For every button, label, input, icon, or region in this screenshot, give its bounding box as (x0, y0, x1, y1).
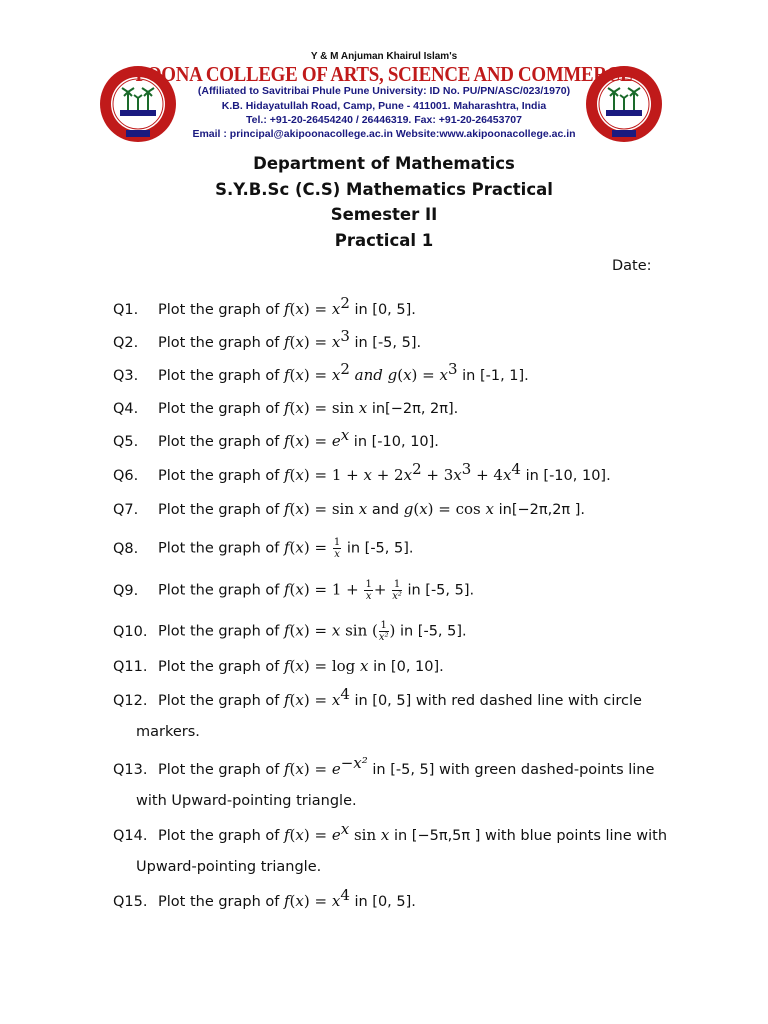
question-lead: Plot the graph of (158, 659, 284, 675)
question-number: Q10. (113, 623, 148, 640)
question-interval: in [-5, 5]. (342, 540, 414, 557)
practical-heading: Practical 1 (334, 230, 434, 250)
question-number: Q3. (113, 368, 139, 384)
question-interval: in [-10, 10]. (520, 468, 611, 484)
question-number: Q15. (113, 894, 148, 910)
question-4: Q4. Plot the graph of f(x) = sin x in[−2π, 2π]. (113, 399, 459, 417)
question-number: Q11. (113, 659, 148, 675)
question-lead: Plot the graph of (158, 502, 284, 518)
question-5: Q5. Plot the graph of $f(x) = e^x$ in [-10, 10]. (113, 426, 439, 450)
question-interval: in[−2π,2π ]. (494, 502, 586, 518)
question-continuation: with Upward-pointing triangle. (136, 793, 357, 809)
question-9: Q9. Plot the graph of f(x) = 1 + $\frac{1}{x}$ + $\frac{1}{\text{x²}}$ in [-5, 5]. (113, 579, 475, 602)
letterhead (0, 0, 768, 150)
question-number: Q12. (113, 693, 148, 709)
question-8: Q8. Plot the graph of f(x) = $\frac{1}{x}$ in [-5, 5]. (113, 537, 414, 560)
question-interval: in [−5π,5π ] with blue points line with (389, 828, 668, 844)
question-number: Q6. (113, 468, 139, 484)
question-lead: Plot the graph of (158, 894, 284, 910)
question-interval: in [0, 10]. (368, 659, 444, 675)
question-number: Q7. (113, 502, 139, 518)
question-3: Q3. Plot the graph of $f(x) = x^2$ and $g(x) = x^3$ in [-1, 1]. (113, 360, 529, 384)
question-lead: Plot the graph of (158, 540, 284, 557)
question-lead: Plot the graph of (158, 335, 284, 351)
document-headings (0, 151, 768, 253)
question-number: Q1. (113, 302, 139, 318)
question-interval: in [0, 5]. (349, 894, 416, 910)
question-1: Q1. Plot the graph of $f(x) = x^2$ in [0, 5]. (113, 294, 416, 318)
question-11: Q11. Plot the graph of f(x) = log x in [0, 10]. (113, 657, 444, 675)
department-heading: Department of Mathematics (253, 154, 515, 173)
question-interval: in [0, 5]. (349, 302, 416, 318)
question-7: Q7. Plot the graph of f(x) = sin x and g(x) = cos x in[−2π,2π ]. (113, 500, 586, 518)
question-lead: Plot the graph of (158, 582, 284, 599)
question-number: Q2. (113, 335, 139, 351)
question-interval: in [-5, 5]. (349, 335, 422, 351)
semester-heading: Semester II (330, 205, 438, 224)
question-14: Q14. Plot the graph of $f(x) = e^x$ sin x in [−5π,5π ] with blue points line with Upward-pointing triangle. (113, 820, 668, 875)
question-interval: in[−2π, 2π]. (367, 401, 459, 417)
question-6: Q6. Plot the graph of $f(x) = 1 + x + 2x^2 + 3x^3 + 4x^4$ in [-10, 10]. (113, 460, 611, 484)
question-interval: in [-5, 5]. (395, 623, 467, 640)
course-heading: S.Y.B.Sc (C.S) Mathematics Practical (215, 179, 553, 199)
question-interval: in [-5, 5]. (402, 582, 475, 599)
question-lead: Plot the graph of (158, 623, 284, 640)
question-number: Q13. (113, 762, 148, 778)
question-lead: Plot the graph of (158, 468, 284, 484)
question-continuation: Upward-pointing triangle. (136, 859, 322, 875)
question-13: Q13. Plot the graph of $f(x) = e^{-x^2}$ in [-5, 5] with green dashed-points line with Upward-pointing triangle. (113, 754, 655, 809)
question-15: Q15. Plot the graph of $f(x) = x^4$ in [0, 5]. (113, 886, 416, 910)
question-number: Q8. (113, 540, 139, 557)
question-number: Q9. (113, 582, 139, 599)
question-12: Q12. Plot the graph of $f(x) = x^4$ in [0, 5] with red dashed line with circle markers. (113, 685, 642, 740)
question-lead: Plot the graph of (158, 401, 284, 417)
question-number: Q4. (113, 401, 139, 417)
question-lead: Plot the graph of (158, 762, 284, 778)
college-name: POONA COLLEGE OF ARTS, SCIENCE AND COMMERCE (135, 62, 633, 86)
phone-line: Tel.: +91-20-26454240 / 26446319. Fax: +91-20-26453707 (246, 114, 522, 126)
question-lead: Plot the graph of (158, 693, 284, 709)
email-website-line: Email : principal@akipoonacollege.ac.in Website:www.akipoonacollege.ac.in (192, 128, 576, 140)
address-line: K.B. Hidayatullah Road, Camp, Pune - 411001. Maharashtra, India (221, 100, 547, 112)
affiliation-line: (Affiliated to Savitribai Phule Pune University: ID No. PU/PN/ASC/023/1970) (197, 85, 571, 97)
date-label: Date: (612, 258, 652, 274)
question-continuation: markers. (136, 724, 200, 740)
question-lead: Plot the graph of (158, 434, 284, 450)
question-lead: Plot the graph of (158, 828, 284, 844)
question-interval: in [-5, 5] with green dashed-points line (367, 762, 655, 778)
question-interval: in [-10, 10]. (349, 434, 439, 450)
question-conjunction: and (367, 502, 404, 518)
question-number: Q14. (113, 828, 148, 844)
question-lead: Plot the graph of (158, 302, 284, 318)
question-interval: in [0, 5] with red dashed line with circle (349, 693, 642, 709)
institution-trust-name: Y & M Anjuman Khairul Islam's (310, 51, 458, 62)
question-2: Q2. Plot the graph of $f(x) = x^3$ in [-5, 5]. (113, 327, 422, 351)
question-10: Q10. Plot the graph of f(x) = x sin ( $\frac{1}{\text{x²}}$ ) in [-5, 5]. (113, 620, 467, 643)
question-lead: Plot the graph of (158, 368, 284, 384)
question-interval: in [-1, 1]. (457, 368, 529, 384)
question-number: Q5. (113, 434, 139, 450)
